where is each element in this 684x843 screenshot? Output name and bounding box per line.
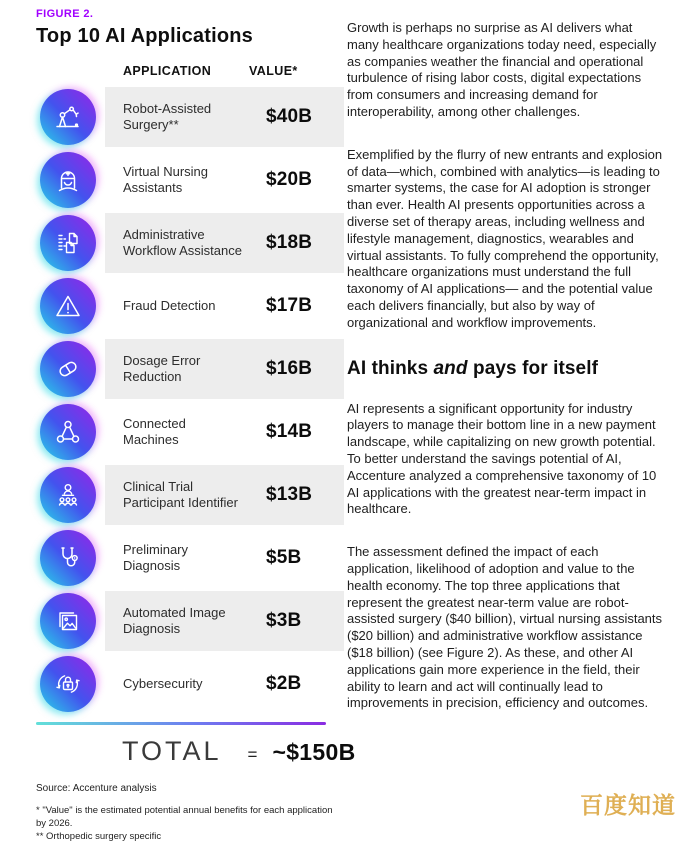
figure-label: FIGURE 2. xyxy=(36,8,94,20)
application-value: $2B xyxy=(266,672,302,694)
network-nodes-icon xyxy=(40,404,96,460)
total-label: TOTAL xyxy=(122,736,222,766)
application-value: $16B xyxy=(266,357,313,379)
footnotes xyxy=(36,805,344,843)
application-name: Robot-Assisted Surgery** xyxy=(123,100,212,132)
application-value: $18B xyxy=(266,231,313,253)
figure-title: Top 10 AI Applications xyxy=(36,25,254,47)
table-row xyxy=(36,402,344,462)
application-name: Clinical Trial Participant Identifier xyxy=(123,478,238,510)
warning-triangle-icon xyxy=(40,278,96,334)
applications-table xyxy=(36,85,344,715)
figure-2 xyxy=(36,8,356,843)
table-row xyxy=(36,150,344,210)
gradient-divider xyxy=(36,722,326,725)
application-value: $5B xyxy=(266,546,302,568)
application-value: $20B xyxy=(266,168,313,190)
application-name: Fraud Detection xyxy=(123,297,216,313)
lock-sync-icon xyxy=(40,656,96,712)
application-value: $13B xyxy=(266,483,313,505)
table-row xyxy=(36,591,344,651)
total-row xyxy=(122,736,356,767)
application-value: $3B xyxy=(266,609,302,631)
table-row xyxy=(36,339,344,399)
watermark-baidu-zhidao: 百度知道 xyxy=(580,792,676,818)
footnote-value-definition: * "Value" is the estimated potential annual benefits for each application by 2026. xyxy=(36,805,333,829)
stethoscope-icon xyxy=(40,530,96,586)
table-row xyxy=(36,654,344,714)
nurse-icon xyxy=(40,152,96,208)
equals-sign: = xyxy=(247,745,258,764)
application-name: Dosage Error Reduction xyxy=(123,352,201,384)
footnote-orthopedic: ** Orthopedic surgery specific xyxy=(36,830,162,842)
documents-workflow-icon xyxy=(40,215,96,271)
heading-part3: pays for itself xyxy=(467,357,599,379)
robot-arm-icon xyxy=(40,89,96,145)
table-row xyxy=(36,465,344,525)
paragraph-assessment: The assessment defined the impact of each application, likelihood of adoption and value to the health economy. The top three applications that represent the greatest near-term value are robot-assisted surgery ($40 billion), virtual nursing assistants ($20 billion) and administrative workflow assistance ($18 billion) (see Figure 2). As these, and other AI applications gain more experience in the field, their ability to learn and act will continually lead to improvements in precision, efficiency and outcomes. xyxy=(347,544,663,711)
application-name: Preliminary Diagnosis xyxy=(123,541,189,573)
application-value: $14B xyxy=(266,420,313,442)
application-name: Virtual Nursing Assistants xyxy=(123,163,209,195)
application-name: Connected Machines xyxy=(123,415,186,447)
source-note: Source: Accenture analysis xyxy=(36,783,157,794)
table-row xyxy=(36,528,344,588)
application-value: $40B xyxy=(266,105,313,127)
column-header-value: VALUE* xyxy=(249,64,298,78)
presenter-group-icon xyxy=(40,467,96,523)
table-row xyxy=(36,276,344,336)
article-text-column xyxy=(347,20,667,738)
application-value: $17B xyxy=(266,294,313,316)
section-heading xyxy=(347,358,667,380)
paragraph-ai-opportunity: AI represents a significant opportunity for industry players to manage their bottom line in a new payment landscape, while capitalizing on new growth potential. To better understand the savings potential of AI, Accenture analyzed a comprehensive taxonomy of 10 AI applications with the greatest near-term impact in healthcare. xyxy=(347,400,657,517)
application-name: Administrative Workflow Assistance xyxy=(123,226,242,258)
heading-part1: AI thinks xyxy=(347,357,434,379)
pill-capsule-icon xyxy=(40,341,96,397)
table-row xyxy=(36,213,344,273)
paragraph-growth: Growth is perhaps no surprise as AI delivers what many healthcare organizations today need, especially as companies weather the financial and operational turbulence of rising labor costs, digital expectations from consumers and increasing demand for interoperability, among other challenges. xyxy=(347,20,657,119)
application-name: Cybersecurity xyxy=(123,675,203,691)
table-header xyxy=(36,64,344,78)
column-header-application: APPLICATION xyxy=(123,64,212,78)
heading-part2-italic: and xyxy=(433,357,468,379)
total-value: ~$150B xyxy=(272,739,356,765)
image-diagnosis-icon xyxy=(40,593,96,649)
application-name: Automated Image Diagnosis xyxy=(123,604,226,636)
paragraph-exemplified: Exemplified by the flurry of new entrants and explosion of data—which, combined with analytics—is leading to smarter systems, the case for AI adoption is stronger than ever. Health AI presents opportunities across a diverse set of therapy areas, including wellness and lifestyle management, diagnostics, wearables and virtual assistants. To fully comprehend the opportunity, healthcare organizations must understand the full taxonomy of AI applications— and the potential value each delivers financially, but also by way of organizational and workflow improvements. xyxy=(347,146,663,330)
table-row xyxy=(36,87,344,147)
